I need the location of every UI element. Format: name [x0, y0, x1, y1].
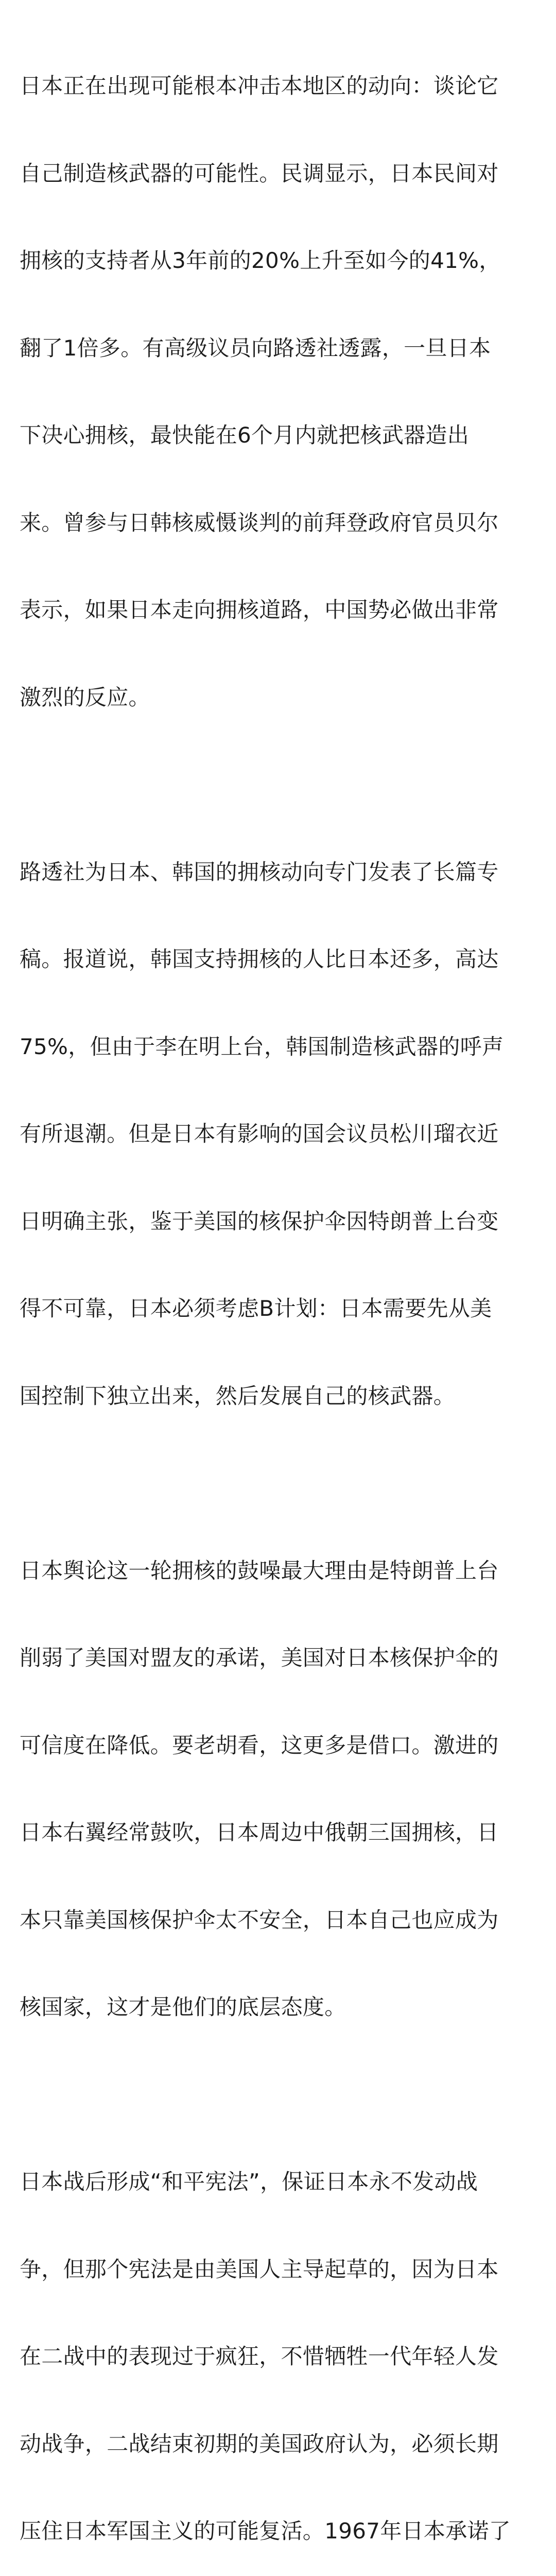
text-line: 削弱了美国对盟友的承诺，美国对日本核保护伞的 [20, 1645, 499, 1670]
text-line: 核国家，这才是他们的底层态度。 [20, 1994, 346, 2020]
text-line: 日本舆论这一轮拥核的鼓噪最大理由是特朗普上台 [20, 1557, 499, 1583]
text-line: 下决心拥核，最快能在6个月内就把核武器造出 [20, 422, 470, 448]
text-line: 自己制造核武器的可能性。民调显示，日本民间对 [20, 160, 499, 186]
text-line: 路透社为日本、韩国的拥核动向专门发表了长篇专 [20, 859, 499, 885]
text-line: 日本正在出现可能根本冲击本地区的动向：谈论它 [20, 73, 499, 98]
text-line: 有所退潮。但是日本有影响的国会议员松川瑠衣近 [20, 1121, 499, 1146]
text-line: 75%，但由于李在明上台，韩国制造核武器的呼声 [20, 1033, 504, 1059]
text-line: 拥核的支持者从3年前的20%上升至如今的41%， [20, 248, 501, 273]
paragraph [20, 1498, 540, 2080]
text-line: 日本战后形成“和平宪法”，保证日本永不发动战 [20, 2169, 478, 2194]
text-line: 日明确主张，鉴于美国的核保护伞因特朗普上台变 [20, 1208, 499, 1234]
text-line: 稿。报道说，韩国支持拥核的人比日本还多，高达 [20, 946, 499, 972]
text-line: 可信度在降低。要老胡看，这更多是借口。激进的 [20, 1732, 499, 1758]
text-line: 翻了1倍多。有高级议员向路透社透露，一旦日本 [20, 335, 491, 361]
text-line: 国控制下独立出来，然后发展自己的核武器。 [20, 1383, 456, 1409]
text-line: 激烈的反应。 [20, 684, 150, 710]
paragraph [20, 13, 540, 770]
text-line: 在二战中的表现过于疯狂，不惜牺牲一代年轻人发 [20, 2344, 499, 2369]
text-line: 日本右翼经常鼓吹，日本周边中俄朝三国拥核，日 [20, 1820, 499, 1845]
text-line: 来。曾参与日韩核威慑谈判的前拜登政府官员贝尔 [20, 510, 499, 535]
paragraph [20, 800, 540, 1469]
text-line: 争，但那个宪法是由美国人主导起草的，因为日本 [20, 2256, 499, 2282]
text-line: 动战争，二战结束初期的美国政府认为，必须长期 [20, 2431, 499, 2456]
article-body [20, 13, 540, 2576]
text-line: 得不可靠，日本必须考虑B计划：日本需要先从美 [20, 1296, 492, 1321]
text-line: 表示，如果日本走向拥核道路，中国势必做出非常 [20, 597, 499, 622]
paragraph [20, 2109, 540, 2576]
text-line: 本只靠美国核保护伞太不安全，日本自己也应成为 [20, 1907, 499, 1933]
text-line: 压住日本军国主义的可能复活。1967年日本承诺了 [20, 2518, 511, 2544]
